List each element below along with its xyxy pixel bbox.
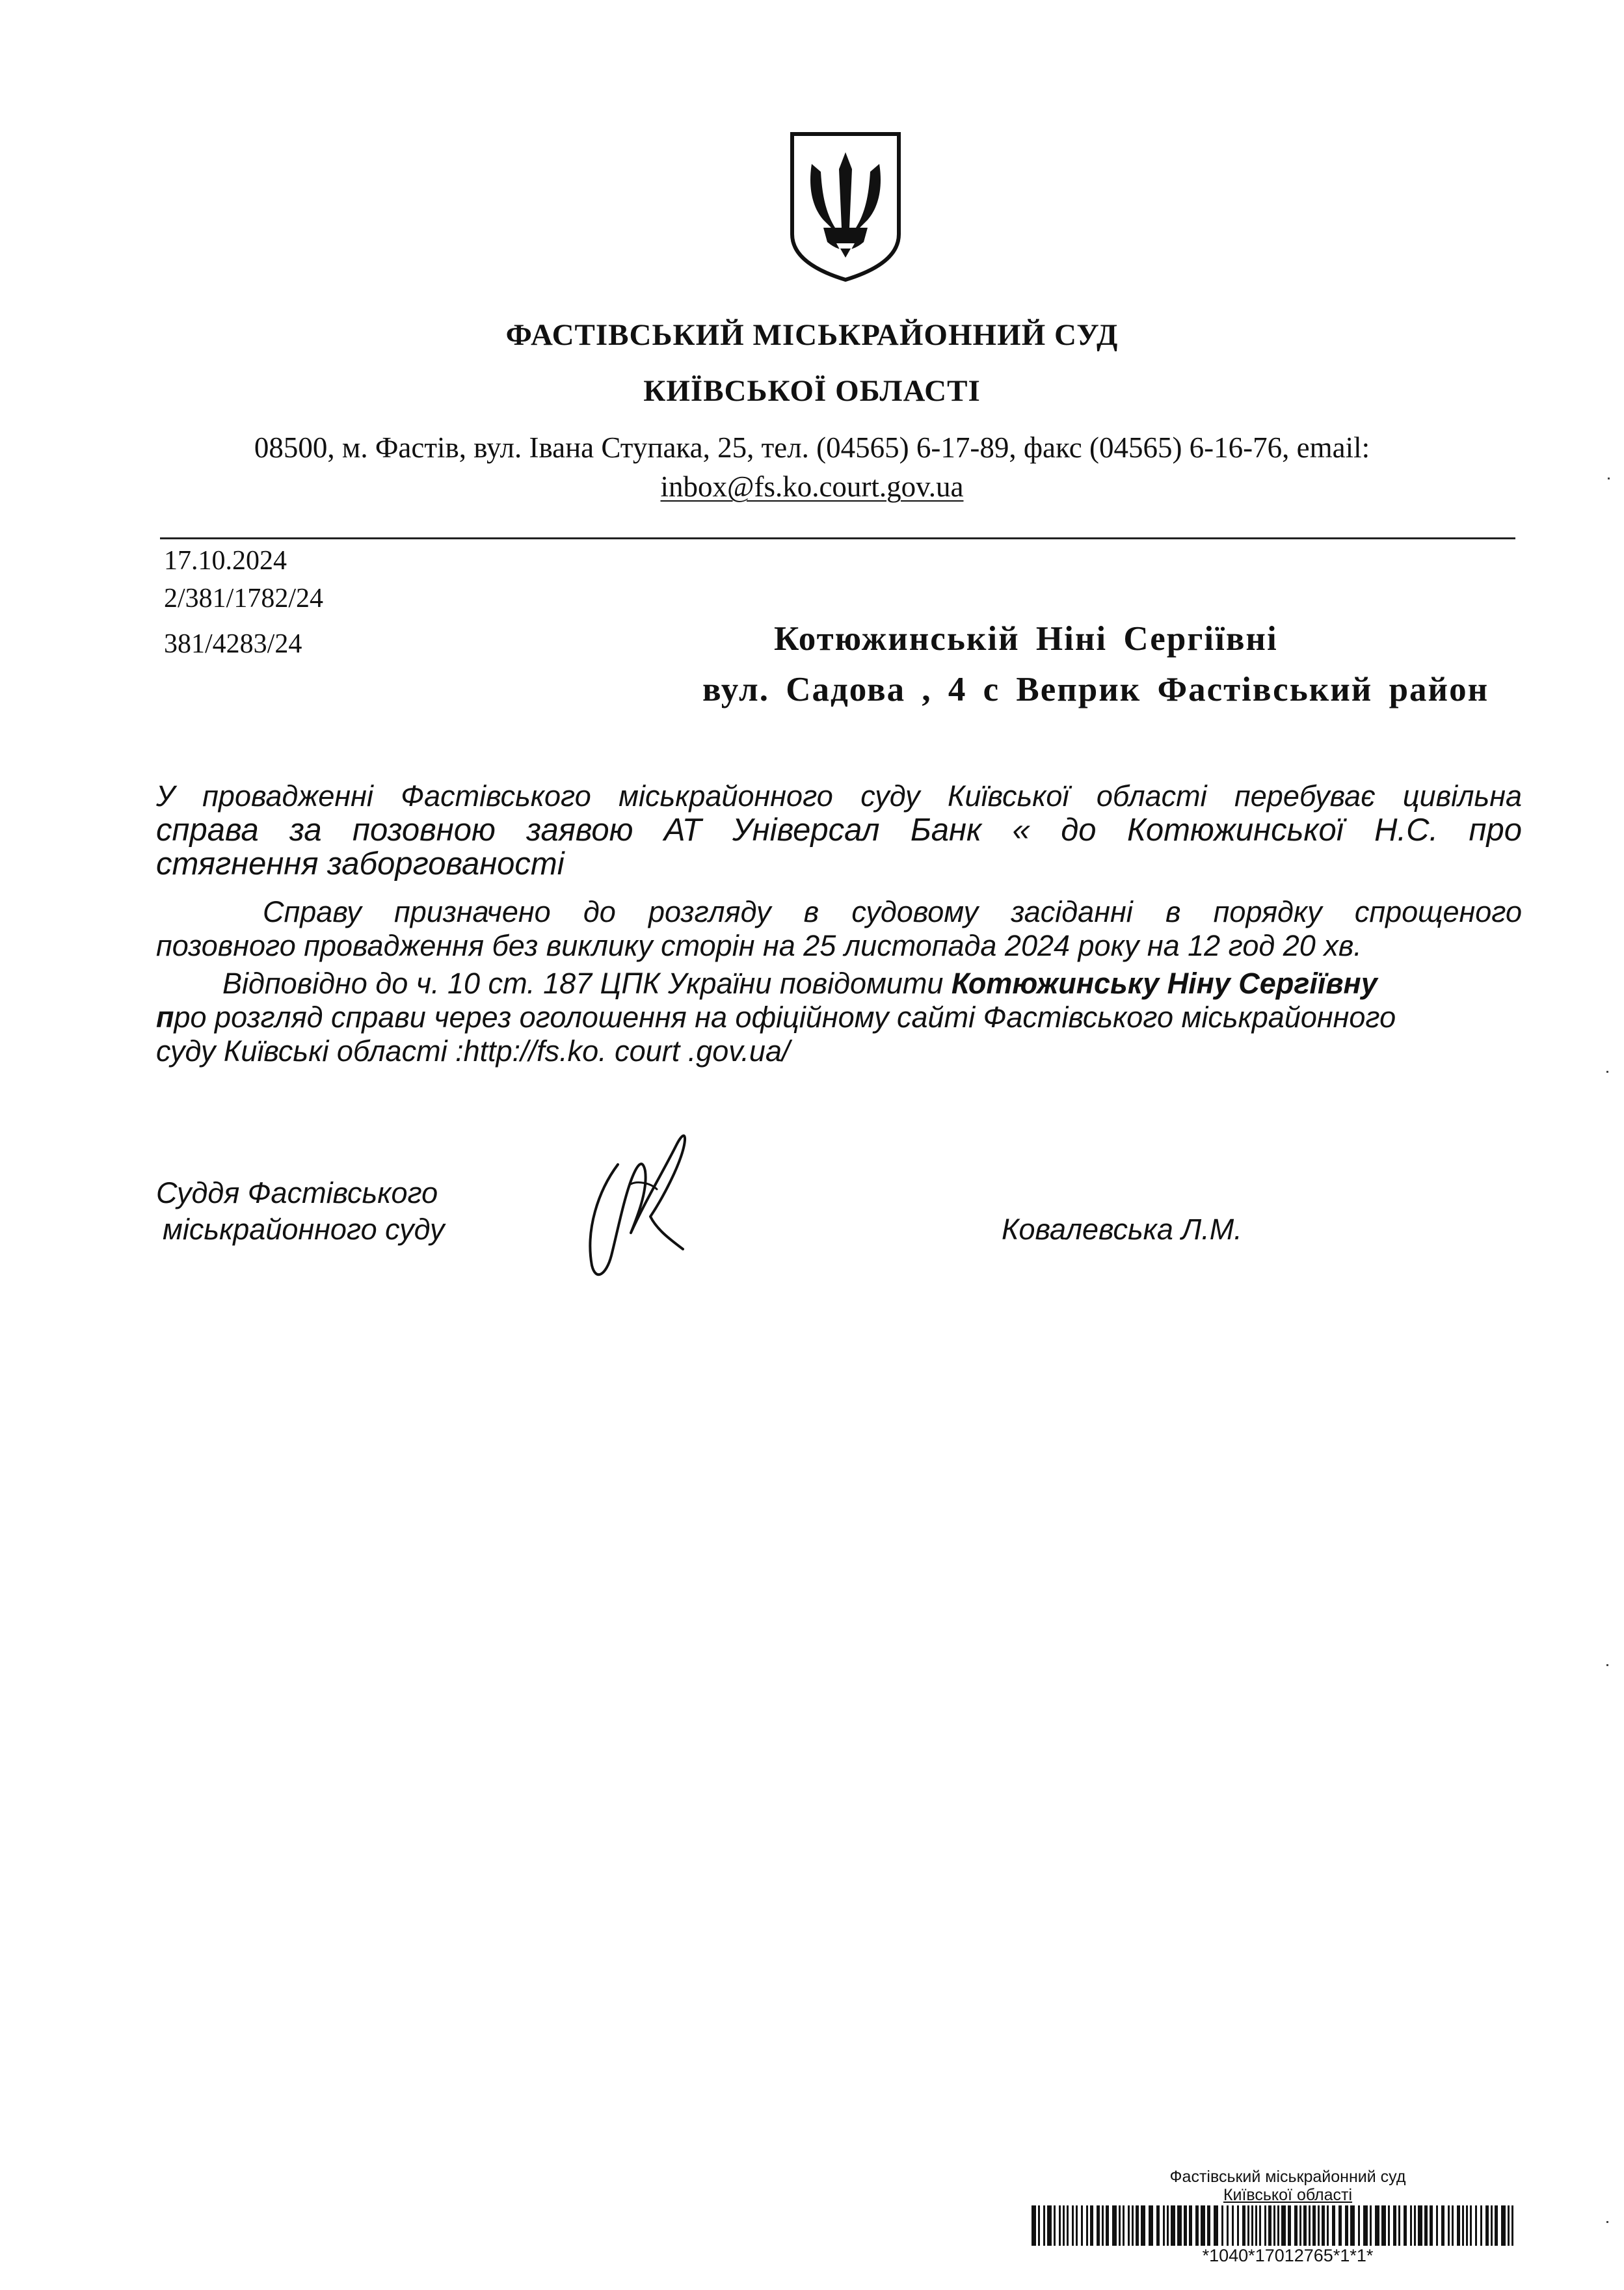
barcode-bar — [1309, 2205, 1311, 2246]
barcode-bar — [1363, 2205, 1368, 2246]
barcode-bar — [1388, 2205, 1390, 2246]
barcode-bar — [1318, 2205, 1320, 2246]
registry-stamp-region — [1028, 2186, 1548, 2205]
paragraph-notification — [156, 967, 1522, 1068]
court-email — [0, 470, 1624, 504]
barcode-bar — [1448, 2205, 1450, 2246]
barcode-bar — [1441, 2205, 1444, 2246]
barcode-number: *1040*17012765*1*1* — [1202, 2246, 1374, 2265]
paragraph-line — [156, 967, 1522, 1001]
bold-letter: п — [156, 1001, 174, 1034]
barcode-bar — [1259, 2205, 1261, 2246]
barcode-bar — [1358, 2205, 1360, 2246]
barcode-bar — [1436, 2205, 1438, 2246]
barcode-bar — [1112, 2205, 1117, 2246]
barcode-bar — [1288, 2205, 1291, 2246]
barcode-bar — [1501, 2205, 1506, 2246]
barcode-bar — [1132, 2205, 1134, 2246]
barcode-bar — [1076, 2205, 1078, 2246]
barcode-bar — [1123, 2205, 1125, 2246]
paragraph-hearing-date — [156, 895, 1522, 963]
court-email-link: inbox@fs.ko.court.gov.ua — [660, 470, 964, 503]
judge-title-line: міськрайонного суду — [163, 1213, 445, 1246]
handwritten-signature-icon — [572, 1119, 702, 1288]
barcode-bar — [1167, 2205, 1169, 2246]
scan-mark — [1608, 478, 1610, 479]
barcode-bar — [1322, 2205, 1325, 2246]
barcode-bar — [1102, 2205, 1104, 2246]
barcode-bar — [1381, 2205, 1386, 2246]
barcode-bar — [1375, 2205, 1379, 2246]
outgoing-number: 381/4283/24 — [164, 629, 302, 659]
judge-title — [156, 1175, 445, 1248]
barcode-bar — [1327, 2205, 1329, 2246]
scan-mark — [1606, 1664, 1608, 1666]
barcode-bar — [1201, 2205, 1205, 2246]
barcode-bar — [1128, 2205, 1130, 2246]
barcode-bar — [1398, 2205, 1400, 2246]
barcode-bar — [1097, 2205, 1100, 2246]
barcode-bar — [1086, 2205, 1088, 2246]
case-number: 2/381/1782/24 — [164, 584, 324, 613]
barcode-bar — [1038, 2205, 1040, 2246]
barcode-bar — [1251, 2205, 1253, 2246]
barcode-bar — [1090, 2205, 1093, 2246]
barcode-bar — [1264, 2205, 1266, 2246]
defendant-name: Котюжинську Ніну Сергіївну — [951, 967, 1378, 1000]
paragraph-line: У провадженні Фастівського міськрайонного суду Київської області перебуває цивільна — [156, 779, 1522, 813]
barcode-bar — [1480, 2205, 1482, 2246]
barcode-bar — [1475, 2205, 1477, 2246]
barcode-bar — [1106, 2205, 1109, 2246]
barcode-bar — [1207, 2205, 1210, 2246]
barcode-bar — [1418, 2205, 1422, 2246]
barcode-bar — [1462, 2205, 1464, 2246]
paragraph-line — [156, 1001, 1522, 1034]
barcode-bar — [1466, 2205, 1468, 2246]
barcode-bar — [1312, 2205, 1316, 2246]
barcode-bar — [1273, 2205, 1275, 2246]
barcode-bar — [1299, 2205, 1301, 2246]
barcode-bar — [1237, 2205, 1239, 2246]
barcode-bar — [1255, 2205, 1257, 2246]
barcode-bar — [1332, 2205, 1335, 2246]
barcode-bar — [1047, 2205, 1052, 2246]
barcode-bar — [1491, 2205, 1493, 2246]
barcode-bar — [1063, 2205, 1065, 2246]
paragraph-case-info — [156, 779, 1522, 881]
barcode-bar — [1485, 2205, 1489, 2246]
court-name: ФАСТІВСЬКИЙ МІСЬКРАЙОННИЙ СУД — [505, 318, 1119, 352]
barcode-bar — [1149, 2205, 1153, 2246]
header-divider — [160, 537, 1515, 539]
barcode-bar — [1081, 2205, 1083, 2246]
barcode-bar — [1430, 2205, 1433, 2246]
barcode-bar — [1268, 2205, 1271, 2246]
barcode-icon — [1032, 2205, 1519, 2246]
barcode-bar — [1156, 2205, 1160, 2246]
barcode-bar — [1163, 2205, 1165, 2246]
barcode-bar — [1404, 2205, 1407, 2246]
barcode-bar — [1214, 2205, 1218, 2246]
scan-mark — [1606, 2221, 1608, 2223]
recipient-name: Котюжинській Ніні Сергіївні — [774, 620, 1278, 658]
barcode-bar — [1410, 2205, 1412, 2246]
barcode-bar — [1032, 2205, 1036, 2246]
barcode-bar — [1470, 2205, 1472, 2246]
barcode-bar — [1370, 2205, 1372, 2246]
notification-text: Відповідно до ч. 10 ст. 187 ЦПК України повідомити — [222, 967, 952, 1000]
court-region: КИЇВСЬКОЇ ОБЛАСТІ — [643, 374, 981, 408]
barcode-bar — [1350, 2205, 1355, 2246]
barcode-bar — [1227, 2205, 1229, 2246]
paragraph-line: Справу призначено до розгляду в судовому засіданні в порядку спрощеного — [263, 895, 1522, 928]
document-date: 17.10.2024 — [164, 546, 287, 576]
barcode-bar — [1393, 2205, 1396, 2246]
registry-stamp-court: Фастівський міськрайонний суд — [1169, 2168, 1406, 2186]
barcode-bar — [1414, 2205, 1416, 2246]
barcode-bar — [1232, 2205, 1234, 2246]
notification-text: ро розгляд справи через оголошення на офіційному сайті Фастівського міськрайонного — [174, 1001, 1396, 1034]
barcode-bar — [1171, 2205, 1175, 2246]
barcode-bar — [1221, 2205, 1223, 2246]
barcode-bar — [1424, 2205, 1428, 2246]
scan-mark — [1606, 1071, 1608, 1073]
paragraph-line: справа за позовною заявою АТ Універсал Банк « до Котюжинської Н.С. про — [156, 813, 1522, 848]
barcode-bar — [1303, 2205, 1307, 2246]
barcode-bar — [1184, 2205, 1187, 2246]
barcode-bar — [1338, 2205, 1342, 2246]
barcode-bar — [1195, 2205, 1199, 2246]
recipient-address: вул. Садова , 4 с Веприк Фастівський район — [702, 671, 1489, 708]
barcode-bar — [1242, 2205, 1245, 2246]
judge-title-line: Суддя Фастівського — [156, 1176, 438, 1209]
barcode-bar — [1043, 2205, 1045, 2246]
barcode-bar — [1281, 2205, 1286, 2246]
barcode-bar — [1141, 2205, 1145, 2246]
barcode-bar — [1457, 2205, 1460, 2246]
barcode-bar — [1119, 2205, 1121, 2246]
paragraph-line: стягнення заборгованості — [156, 846, 565, 882]
barcode-bar — [1345, 2205, 1348, 2246]
barcode-bar — [1177, 2205, 1182, 2246]
barcode-bar — [1136, 2205, 1139, 2246]
barcode-bar — [1067, 2205, 1069, 2246]
barcode-bar — [1189, 2205, 1192, 2246]
barcode-bar — [1277, 2205, 1279, 2246]
court-address: 08500, м. Фастів, вул. Івана Ступака, 25, тел. (04565) 6-17-89, факс (04565) 6-16-76, email: — [254, 431, 1370, 464]
barcode-bar — [1247, 2205, 1249, 2246]
barcode-bar — [1511, 2205, 1513, 2246]
paragraph-line: суду Київські області :http://fs.ko. court .gov.ua/ — [156, 1034, 790, 1068]
trident-coat-of-arms-icon — [788, 130, 903, 284]
barcode-bar — [1294, 2205, 1298, 2246]
barcode-bar — [1495, 2205, 1498, 2246]
barcode-bar — [1059, 2205, 1061, 2246]
paragraph-line: позовного провадження без виклику сторін на 25 листопада 2024 року на 12 год 20 хв. — [156, 929, 1362, 962]
judge-name: Ковалевська Л.М. — [1002, 1213, 1242, 1246]
registry-stamp-region-text: Київської області — [1223, 2186, 1353, 2204]
barcode-bar — [1054, 2205, 1056, 2246]
barcode-bar — [1508, 2205, 1510, 2246]
barcode-bar — [1072, 2205, 1074, 2246]
barcode-bar — [1452, 2205, 1454, 2246]
